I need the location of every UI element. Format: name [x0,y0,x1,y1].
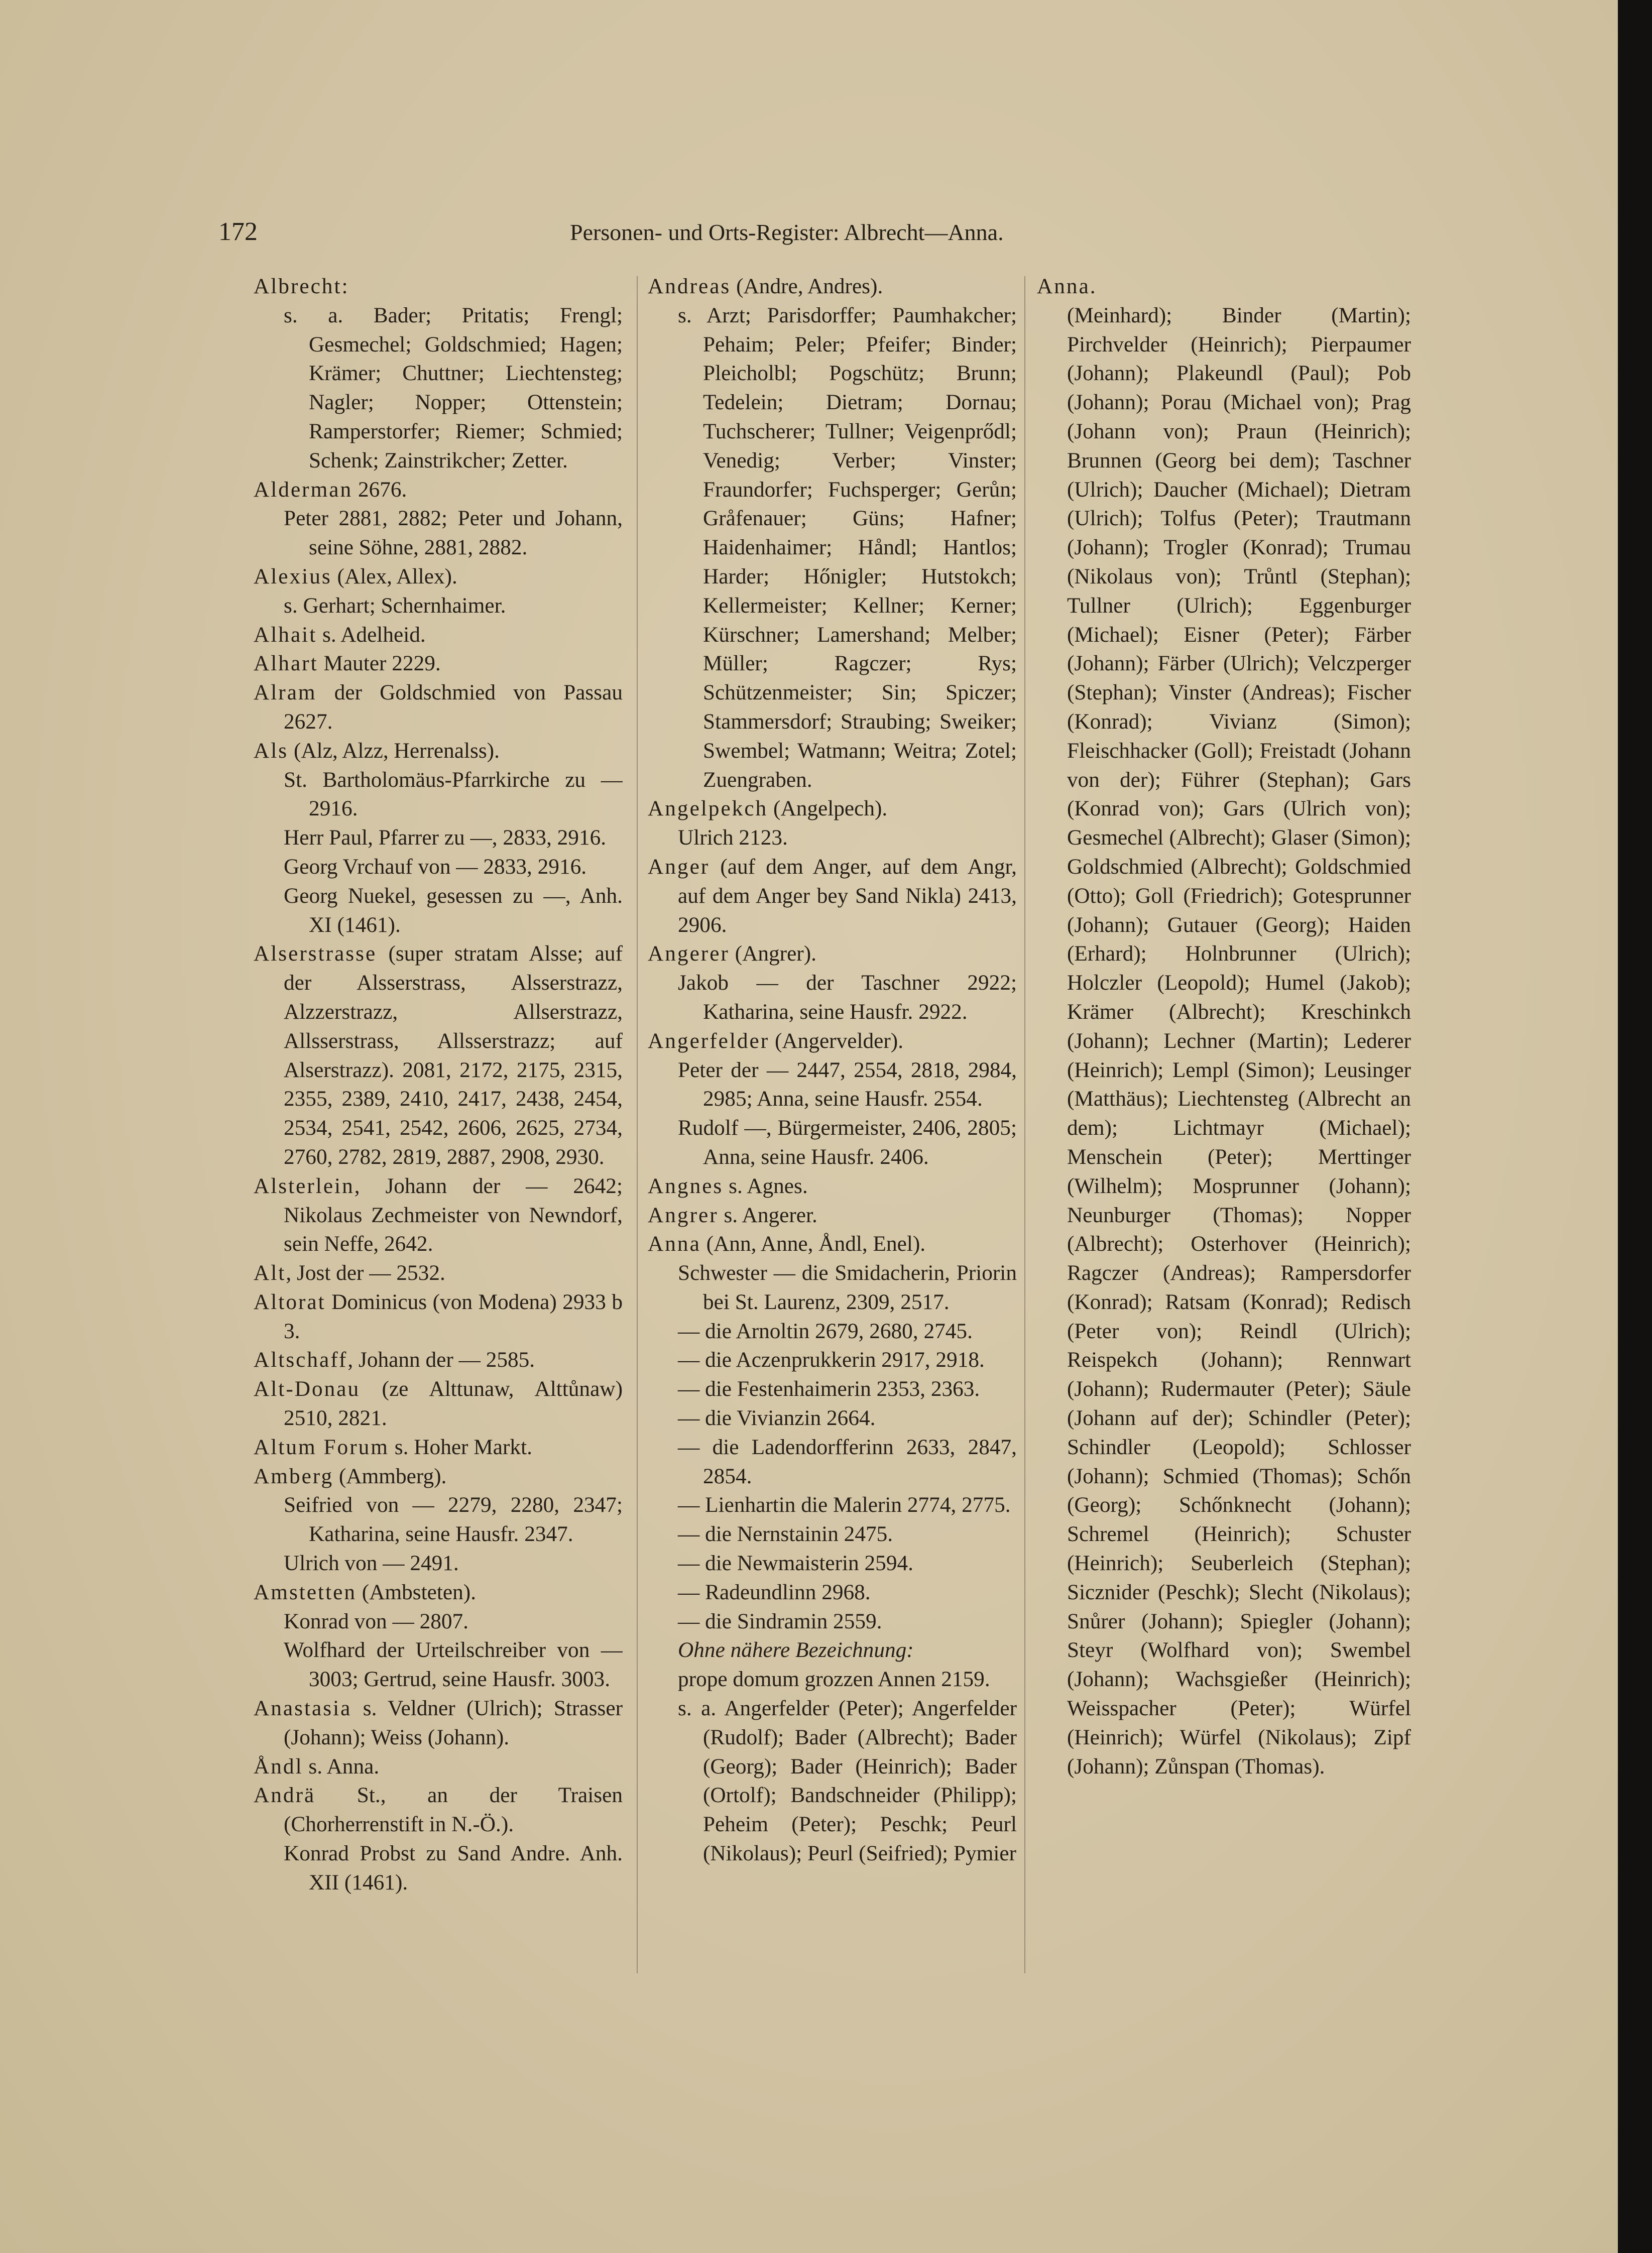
entry-headword: Anger [648,854,710,879]
entry-headword: Anastasia [254,1696,352,1721]
index-entry [254,678,623,737]
entry-text: (Angervelder). [769,1028,904,1053]
index-entry [648,1230,1017,1259]
entry-headword: Angerer [648,941,730,966]
entry-text: (Angrer). [729,941,816,966]
page-header [218,217,1388,252]
index-entry [648,939,1017,969]
entry-headword: Alhait [254,622,317,647]
entry-headword: Alderman [254,477,353,502]
entry-headword: Alt-Donau [254,1377,361,1401]
index-subentry: — die Arnoltin 2679, 2680, 2745. [678,1319,973,1343]
index-column-3 [1037,272,1411,1999]
column-divider [637,276,638,1973]
entry-headword: Angrer [648,1203,719,1227]
entry-text: (Ann, Anne, Åndl, Enel). [700,1232,926,1256]
index-subentry: — die Sindramin 2559. [678,1609,882,1633]
entry-text: s. Angerer. [718,1203,817,1227]
entry-text: (Andre, Andres). [731,274,883,298]
entry-headword: Amstetten [254,1580,357,1604]
entry-headword: Altum Forum [254,1435,389,1459]
entry-text: St., an der Traisen (Chorherrenstift in N.-Ö.). [284,1783,623,1837]
index-subentry: — Radeundlinn 2968. [678,1580,871,1604]
running-title: Personen- und Orts-Register: Albrecht—Anna. [570,219,1004,245]
entry-text: (Alz, Alzz, Herrenalss). [288,738,500,763]
index-subentry: Seifried von — 2279, 2280, 2347; Katharina, seine Hausfr. 2347. [284,1493,623,1547]
index-entry [254,272,623,301]
entry-text: s. Hoher Markt. [389,1435,532,1459]
index-subentry: St. Bartholomäus-Pfarrkirche zu — 2916. [284,767,623,821]
index-subentry: Georg Nuekel, gesessen zu —, Anh. XI (1461). [284,883,623,937]
entry-headword: Altschaff [254,1348,348,1372]
entry-headword: Alserstrasse [254,941,377,966]
entry-headword: Åndl [254,1754,303,1778]
index-subentry: — die Festenhaimerin 2353, 2363. [678,1377,980,1401]
index-column-1 [254,272,623,1999]
entry-text: s. Agnes. [723,1173,808,1198]
entry-text: s. Adelheid. [317,622,426,647]
entry-text: 2676. [352,477,407,502]
index-subentry: — die Ladendorfferinn 2633, 2847, 2854. [678,1435,1017,1488]
entry-headword: Anna. [1037,274,1097,298]
index-subentry: s. Arzt; Parisdorffer; Paumhakcher; Pehaim; Peler; Pfeifer; Binder; Pleicholbl; Pogschütz; Brunn; Tedelein; Dietram; Dornau; Tuchscherer; Tullner; Veigenprődl; Venedig; Verber; Vinster; Fraundorfer; Fuchsperger; Gerůn; Gråfenauer; Güns; Hafner; Haidenhaimer; Håndl; Hantlos; Harder; Hőnigler; Hutstokch; Kellermeister; Kellner; Kerner; Kürschner; Lamershand; Melber; Müller; Ragczer; Rys; Schützenmeister; Sin; Spiczer; Stammersdorf; Straubing; Sweiker; Swembel; Watmann; Weitra; Zotel; Zuengraben. [678,303,1017,792]
entry-headword: Altorat [254,1289,326,1314]
entry-text: Dominicus (von Modena) 2933 b 3. [284,1289,623,1343]
index-subentry: Ulrich 2123. [678,825,788,850]
entry-headword: Andrä [254,1783,316,1808]
index-entry [1037,272,1411,301]
index-subentry: Georg Vrchauf von — 2833, 2916. [284,854,587,879]
index-subentry: Peter der — 2447, 2554, 2818, 2984, 2985; Anna, seine Hausfr. 2554. [678,1057,1017,1111]
index-entry [254,1578,623,1607]
index-subentry: s. Gerhart; Schernhaimer. [284,593,506,618]
index-subentry: Ulrich von — 2491. [284,1551,459,1576]
entry-headword: Alhart [254,651,318,676]
index-entry [254,939,623,1171]
entry-headword: Amberg [254,1464,334,1488]
entry-headword: Angerfelder [648,1028,770,1053]
entry-headword: Alexius [254,564,332,588]
index-entry [254,1259,623,1288]
index-entry [254,1172,623,1259]
entry-text: s. Veldner (Ulrich); Strasser (Johann); Weiss (Johann). [284,1696,623,1749]
index-entry [648,853,1017,939]
entry-text: (super stratam Alsse; auf der Alsserstrass, Alsserstrazz, Alzzerstrazz, Allserstrazz, Allsserstrass, Allsserstrazz; auf Alserstrazz). 2081, 2172, 2175, 2315, 2355, 2389, 2410, 2417, 2438, 2454, 2534, 2541, 2542, 2606, 2625, 2734, 2760, 2782, 2819, 2887, 2908, 2930. [284,941,623,1169]
index-subentry: — die Aczenprukkerin 2917, 2918. [678,1348,985,1372]
entry-headword: Angnes [648,1173,724,1198]
index-entry [648,1027,1017,1056]
index-entry [254,1781,623,1839]
index-entry [254,562,623,591]
entry-text: (Angelpech). [768,796,888,821]
index-entry [254,1433,623,1462]
index-entry [254,1346,623,1375]
index-subentry: Rudolf —, Bürgermeister, 2406, 2805; Anna, seine Hausfr. 2406. [678,1116,1017,1169]
index-subentry: s. a. Angerfelder (Peter); Angerfelder (Rudolf); Bader (Albrecht); Bader (Georg); Bader (Heinrich); Bader (Ortolf); Bandschneider (Philipp); Peheim (Peter); Peschk; Peurl (Nikolaus); Peurl (Seifried); Pymier [678,1696,1017,1866]
entry-text: (Ammberg). [333,1464,447,1488]
index-subentry: — die Nernstainin 2475. [678,1522,893,1547]
index-subheading: Ohne nähere Bezeichnung: [678,1638,914,1663]
index-subentry: — die Vivianzin 2664. [678,1406,876,1431]
column-divider [1024,276,1025,1973]
entry-headword: Angelpekch [648,796,768,821]
index-subentry: Jakob — der Taschner 2922; Katharina, seine Hausfr. 2922. [678,971,1017,1024]
index-entry [254,649,623,678]
entry-text: (auf dem Anger, auf dem Angr, auf dem Anger bey Sand Nikla) 2413, 2906. [678,854,1017,937]
index-subentry: Schwester — die Smidacherin, Priorin bei St. Laurenz, 2309, 2517. [678,1261,1017,1314]
index-subentry: Konrad von — 2807. [284,1609,468,1633]
index-entry [648,1201,1017,1230]
index-entry [648,794,1017,823]
index-subentry: Wolfhard der Urteilschreiber von — 3003; Gertrud, seine Hausfr. 3003. [284,1638,623,1692]
entry-headword: Albrecht: [254,274,349,298]
index-entry [254,1752,623,1782]
entry-text: s. Anna. [303,1754,380,1778]
index-entry [254,621,623,650]
index-subentry: — die Newmaisterin 2594. [678,1551,913,1576]
entry-headword: Als [254,738,289,763]
index-entry [254,1694,623,1752]
index-column-2 [648,272,1017,1999]
entry-text: , Johann der — 2642; Nikolaus Zechmeister von Newndorf, sein Neffe, 2642. [284,1173,623,1256]
entry-text: (ze Alttunaw, Alttůnaw) 2510, 2821. [284,1377,623,1431]
index-continuation: (Meinhard); Binder (Martin); Pirchvelder (Heinrich); Pierpaumer (Johann); Plakeundl (Paul); Pob (Johann); Porau (Michael von); Prag (Johann von); Praun (Heinrich); Brunnen (Georg bei dem); Taschner (Ulrich); Daucher (Michael); Dietram (Ulrich); Tolfus (Peter); Trautmann (Johann); Trogler (Konrad); Trumau (Nikolaus von); Trůntl (Stephan); Tullner (Ulrich); Eggenburger (Michael); Eisner (Peter); Färber (Johann); Färber (Ulrich); Velczperger (Stephan); Vinster (Andreas); Fischer (Konrad); Vivianz (Simon); Fleischhacker (Goll); Freistadt (Johann von der); Führer (Stephan); Gars (Konrad von); Gars (Ulrich von); Gesmechel (Albrecht); Glaser (Simon); Goldschmied (Albrecht); Goldschmied (Otto); Goll (Friedrich); Gotesprunner (Johann); Gutauer (Georg); Haiden (Erhard); Holnbrunner (Ulrich); Holczler (Leopold); Humel (Jakob); Krämer (Albrecht); Kreschinkch (Johann); Lechner (Martin); Lederer (Heinrich); Lempl (Simon); Leusinger (Matthäus); Liechtensteg (Albrecht an dem); Lichtmayr (Michael); Menschein (Peter); Merttinger (Wilhelm); Mosprunner (Johann); Neunburger (Thomas); Nopper (Albrecht); Osterhover (Heinrich); Ragczer (Andreas); Rampersdorfer (Konrad); Ratsam (Konrad); Redisch (Peter von); Reindl (Ulrich); Reispekch (Johann); Rennwart (Johann); Rudermauter (Peter); Säule (Johann auf der); Schindler (Peter); Schindler (Leopold); Schlosser (Johann); Schmied (Thomas); Schőn (Georg); Schőnknecht (Johann); Schremel (Heinrich); Schuster (Heinrich); Seuberleich (Stephan); Sicznider (Peschk); Slecht (Nikolaus); Snůrer (Johann); Spiegler (Johann); Steyr (Wolfhard von); Swembel (Johann); Wachsgießer (Heinrich); Weisspacher (Peter); Würfel (Heinrich); Würfel (Nikolaus); Zipf (Johann); Zůnspan (Thomas). [1067,303,1411,1778]
index-subentry: s. a. Bader; Pritatis; Frengl; Gesmechel; Goldschmied; Hagen; Krämer; Chuttner; Liechtensteg; Nagler; Nopper; Ottenstein; Ramperstorfer; Riemer; Schmied; Schenk; Zainstrikcher; Zetter. [284,303,623,472]
index-subentry: prope domum grozzen Annen 2159. [678,1667,990,1692]
index-entry [254,1288,623,1346]
index-subentry: Konrad Probst zu Sand Andre. Anh. XII (1461). [284,1841,623,1894]
index-entry [648,1172,1017,1201]
index-entry [254,1462,623,1491]
index-entry [254,737,623,766]
entry-text: , Jost der — 2532. [286,1261,445,1285]
index-entry [254,1375,623,1433]
index-subentry: Peter 2881, 2882; Peter und Johann, seine Söhne, 2881, 2882. [284,506,623,560]
entry-headword: Alsterlein [254,1173,355,1198]
page-number: 172 [218,217,258,246]
index-subentry: — Lienhartin die Malerin 2774, 2775. [678,1493,1011,1517]
entry-text: , Johann der — 2585. [347,1348,535,1372]
entry-headword: Anna [648,1232,701,1256]
index-entry [254,476,623,505]
entry-headword: Alt [254,1261,286,1285]
entry-text: der Goldschmied von Passau 2627. [284,680,623,734]
entry-text: Mauter 2229. [318,651,441,676]
entry-text: (Alex, Allex). [331,564,457,588]
index-subentry: Herr Paul, Pfarrer zu —, 2833, 2916. [284,825,607,850]
entry-headword: Andreas [648,274,731,298]
entry-text: (Ambsteten). [356,1580,477,1604]
index-entry [648,272,1017,301]
scan-gutter [1618,0,1652,2253]
entry-headword: Alram [254,680,317,705]
